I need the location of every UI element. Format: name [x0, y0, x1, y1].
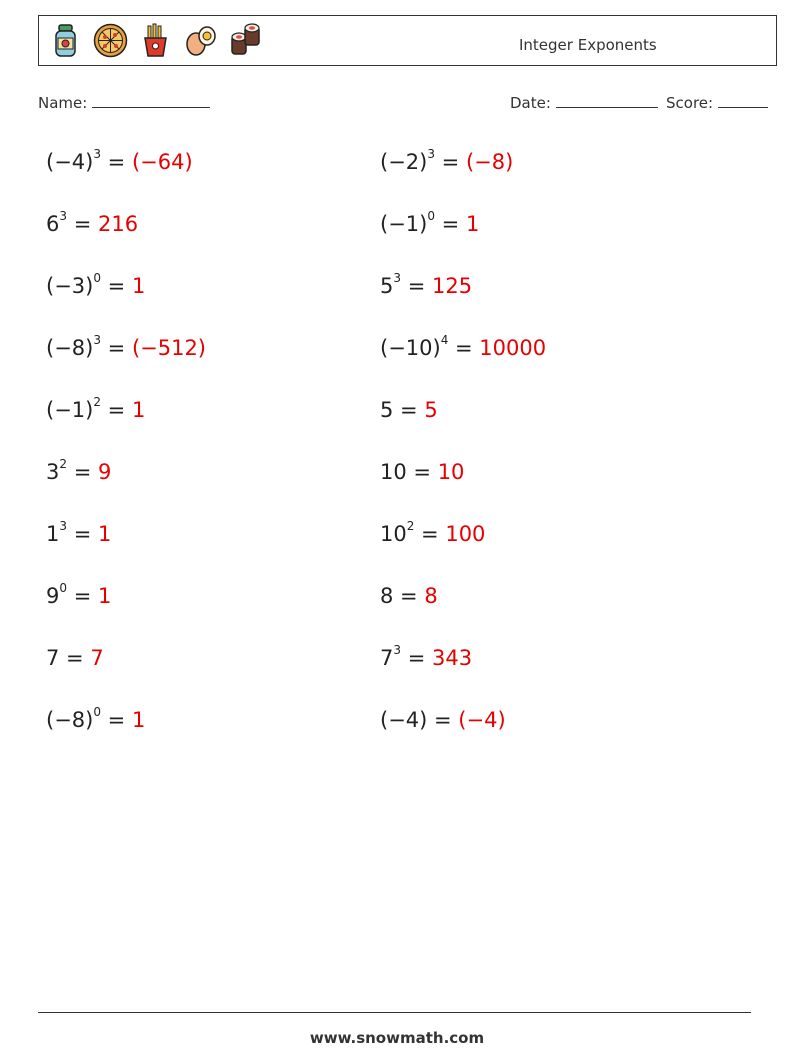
problem-answer: (−4) [458, 708, 506, 732]
pizza-icon [92, 22, 129, 59]
equals-sign: = [100, 708, 132, 732]
worksheet-header [38, 15, 777, 66]
score-blank[interactable] [718, 93, 768, 108]
problem-item [380, 333, 547, 360]
problem-base: 10 [380, 460, 407, 484]
problem-item [380, 643, 473, 670]
problem-exponent: 3 [93, 333, 101, 347]
problem-base: (−10) [380, 336, 441, 360]
problem-item [46, 646, 104, 670]
problem-exponent: 3 [93, 147, 101, 161]
problem-base: (−4) [46, 150, 94, 174]
date-field [510, 93, 658, 112]
problem-answer: 1 [97, 584, 112, 608]
equals-sign: = [427, 708, 459, 732]
problem-answer: 1 [465, 212, 480, 236]
worksheet-title: Integer Exponents [519, 36, 657, 54]
problem-item [380, 708, 506, 732]
problem-base: 7 [46, 646, 60, 670]
equals-sign: = [434, 212, 466, 236]
sushi-rolls-icon [227, 22, 264, 59]
problem-exponent: 2 [406, 519, 415, 533]
problem-item [46, 395, 146, 422]
problem-answer: 100 [445, 522, 486, 546]
problem-item [380, 519, 486, 546]
problem-answer: 1 [131, 708, 146, 732]
problem-base: 9 [46, 584, 60, 608]
problem-exponent: 3 [59, 519, 68, 533]
problem-exponent: 0 [93, 705, 101, 719]
problem-base: (−3) [46, 274, 94, 298]
eggs-icon [182, 22, 219, 59]
score-field [666, 93, 768, 112]
problem-exponent: 0 [427, 209, 435, 223]
problem-answer: 8 [424, 584, 438, 608]
problem-base: (−8) [46, 708, 94, 732]
problem-base: (−4) [380, 708, 428, 732]
problem-base: 8 [380, 584, 394, 608]
problem-answer: 216 [97, 212, 139, 236]
problem-base: (−1) [380, 212, 428, 236]
problem-answer: 125 [431, 274, 473, 298]
problem-item [380, 398, 438, 422]
problem-item [46, 271, 146, 298]
equals-sign: = [100, 398, 132, 422]
problem-answer: (−8) [465, 150, 514, 174]
equals-sign: = [434, 150, 466, 174]
date-label: Date: [510, 94, 551, 112]
footer-url: www.snowmath.com [309, 1029, 485, 1047]
equals-sign: = [67, 522, 98, 546]
problem-answer: 10 [437, 460, 465, 484]
problem-exponent: 0 [93, 271, 101, 285]
problem-answer: 1 [131, 274, 146, 298]
equals-sign: = [393, 398, 425, 422]
problem-item [46, 457, 112, 484]
problem-base: 10 [380, 522, 407, 546]
equals-sign: = [393, 584, 425, 608]
problem-base: 7 [380, 646, 394, 670]
problem-exponent: 3 [393, 271, 402, 285]
name-blank[interactable] [92, 93, 210, 108]
equals-sign: = [59, 646, 91, 670]
problem-answer: 9 [97, 460, 112, 484]
name-field [38, 93, 210, 112]
problem-answer: 10000 [479, 336, 547, 360]
problem-item [46, 705, 146, 732]
fries-icon [137, 22, 174, 59]
date-blank[interactable] [556, 93, 658, 108]
problem-exponent: 2 [59, 457, 68, 471]
problem-exponent: 0 [59, 581, 68, 595]
problem-item [46, 147, 193, 174]
equals-sign: = [100, 274, 132, 298]
problem-item [46, 333, 207, 360]
problem-exponent: 4 [440, 333, 449, 347]
equals-sign: = [100, 336, 132, 360]
problem-answer: 1 [131, 398, 146, 422]
problem-base: (−2) [380, 150, 428, 174]
problem-answer: (−64) [131, 150, 193, 174]
equals-sign: = [448, 336, 480, 360]
problem-answer: 7 [90, 646, 104, 670]
problem-base: 5 [380, 274, 394, 298]
equals-sign: = [406, 460, 438, 484]
problem-base: 5 [380, 398, 394, 422]
problem-base: (−1) [46, 398, 94, 422]
problem-base: 1 [46, 522, 60, 546]
name-label: Name: [38, 94, 88, 112]
score-label: Score: [666, 94, 714, 112]
equals-sign: = [401, 274, 432, 298]
problem-item [46, 519, 112, 546]
problem-answer: (−512) [131, 336, 207, 360]
problem-item [380, 271, 473, 298]
problem-exponent: 3 [59, 209, 68, 223]
problem-exponent: 3 [393, 643, 402, 657]
equals-sign: = [67, 460, 98, 484]
equals-sign: = [414, 522, 446, 546]
problem-item [380, 584, 438, 608]
problem-item [380, 147, 514, 174]
problem-item [380, 209, 480, 236]
problem-item [380, 460, 464, 484]
problem-answer: 5 [424, 398, 438, 422]
problem-base: 3 [46, 460, 60, 484]
header-icons [47, 22, 264, 59]
equals-sign: = [401, 646, 432, 670]
problem-item [46, 581, 112, 608]
problem-answer: 1 [97, 522, 112, 546]
problem-exponent: 3 [427, 147, 435, 161]
problem-item [46, 209, 139, 236]
jam-jar-icon [47, 22, 84, 59]
problem-answer: 343 [431, 646, 473, 670]
equals-sign: = [67, 584, 98, 608]
problem-base: (−8) [46, 336, 94, 360]
equals-sign: = [67, 212, 98, 236]
problem-exponent: 2 [93, 395, 101, 409]
footer-divider [38, 1012, 751, 1013]
equals-sign: = [100, 150, 132, 174]
problem-base: 6 [46, 212, 60, 236]
